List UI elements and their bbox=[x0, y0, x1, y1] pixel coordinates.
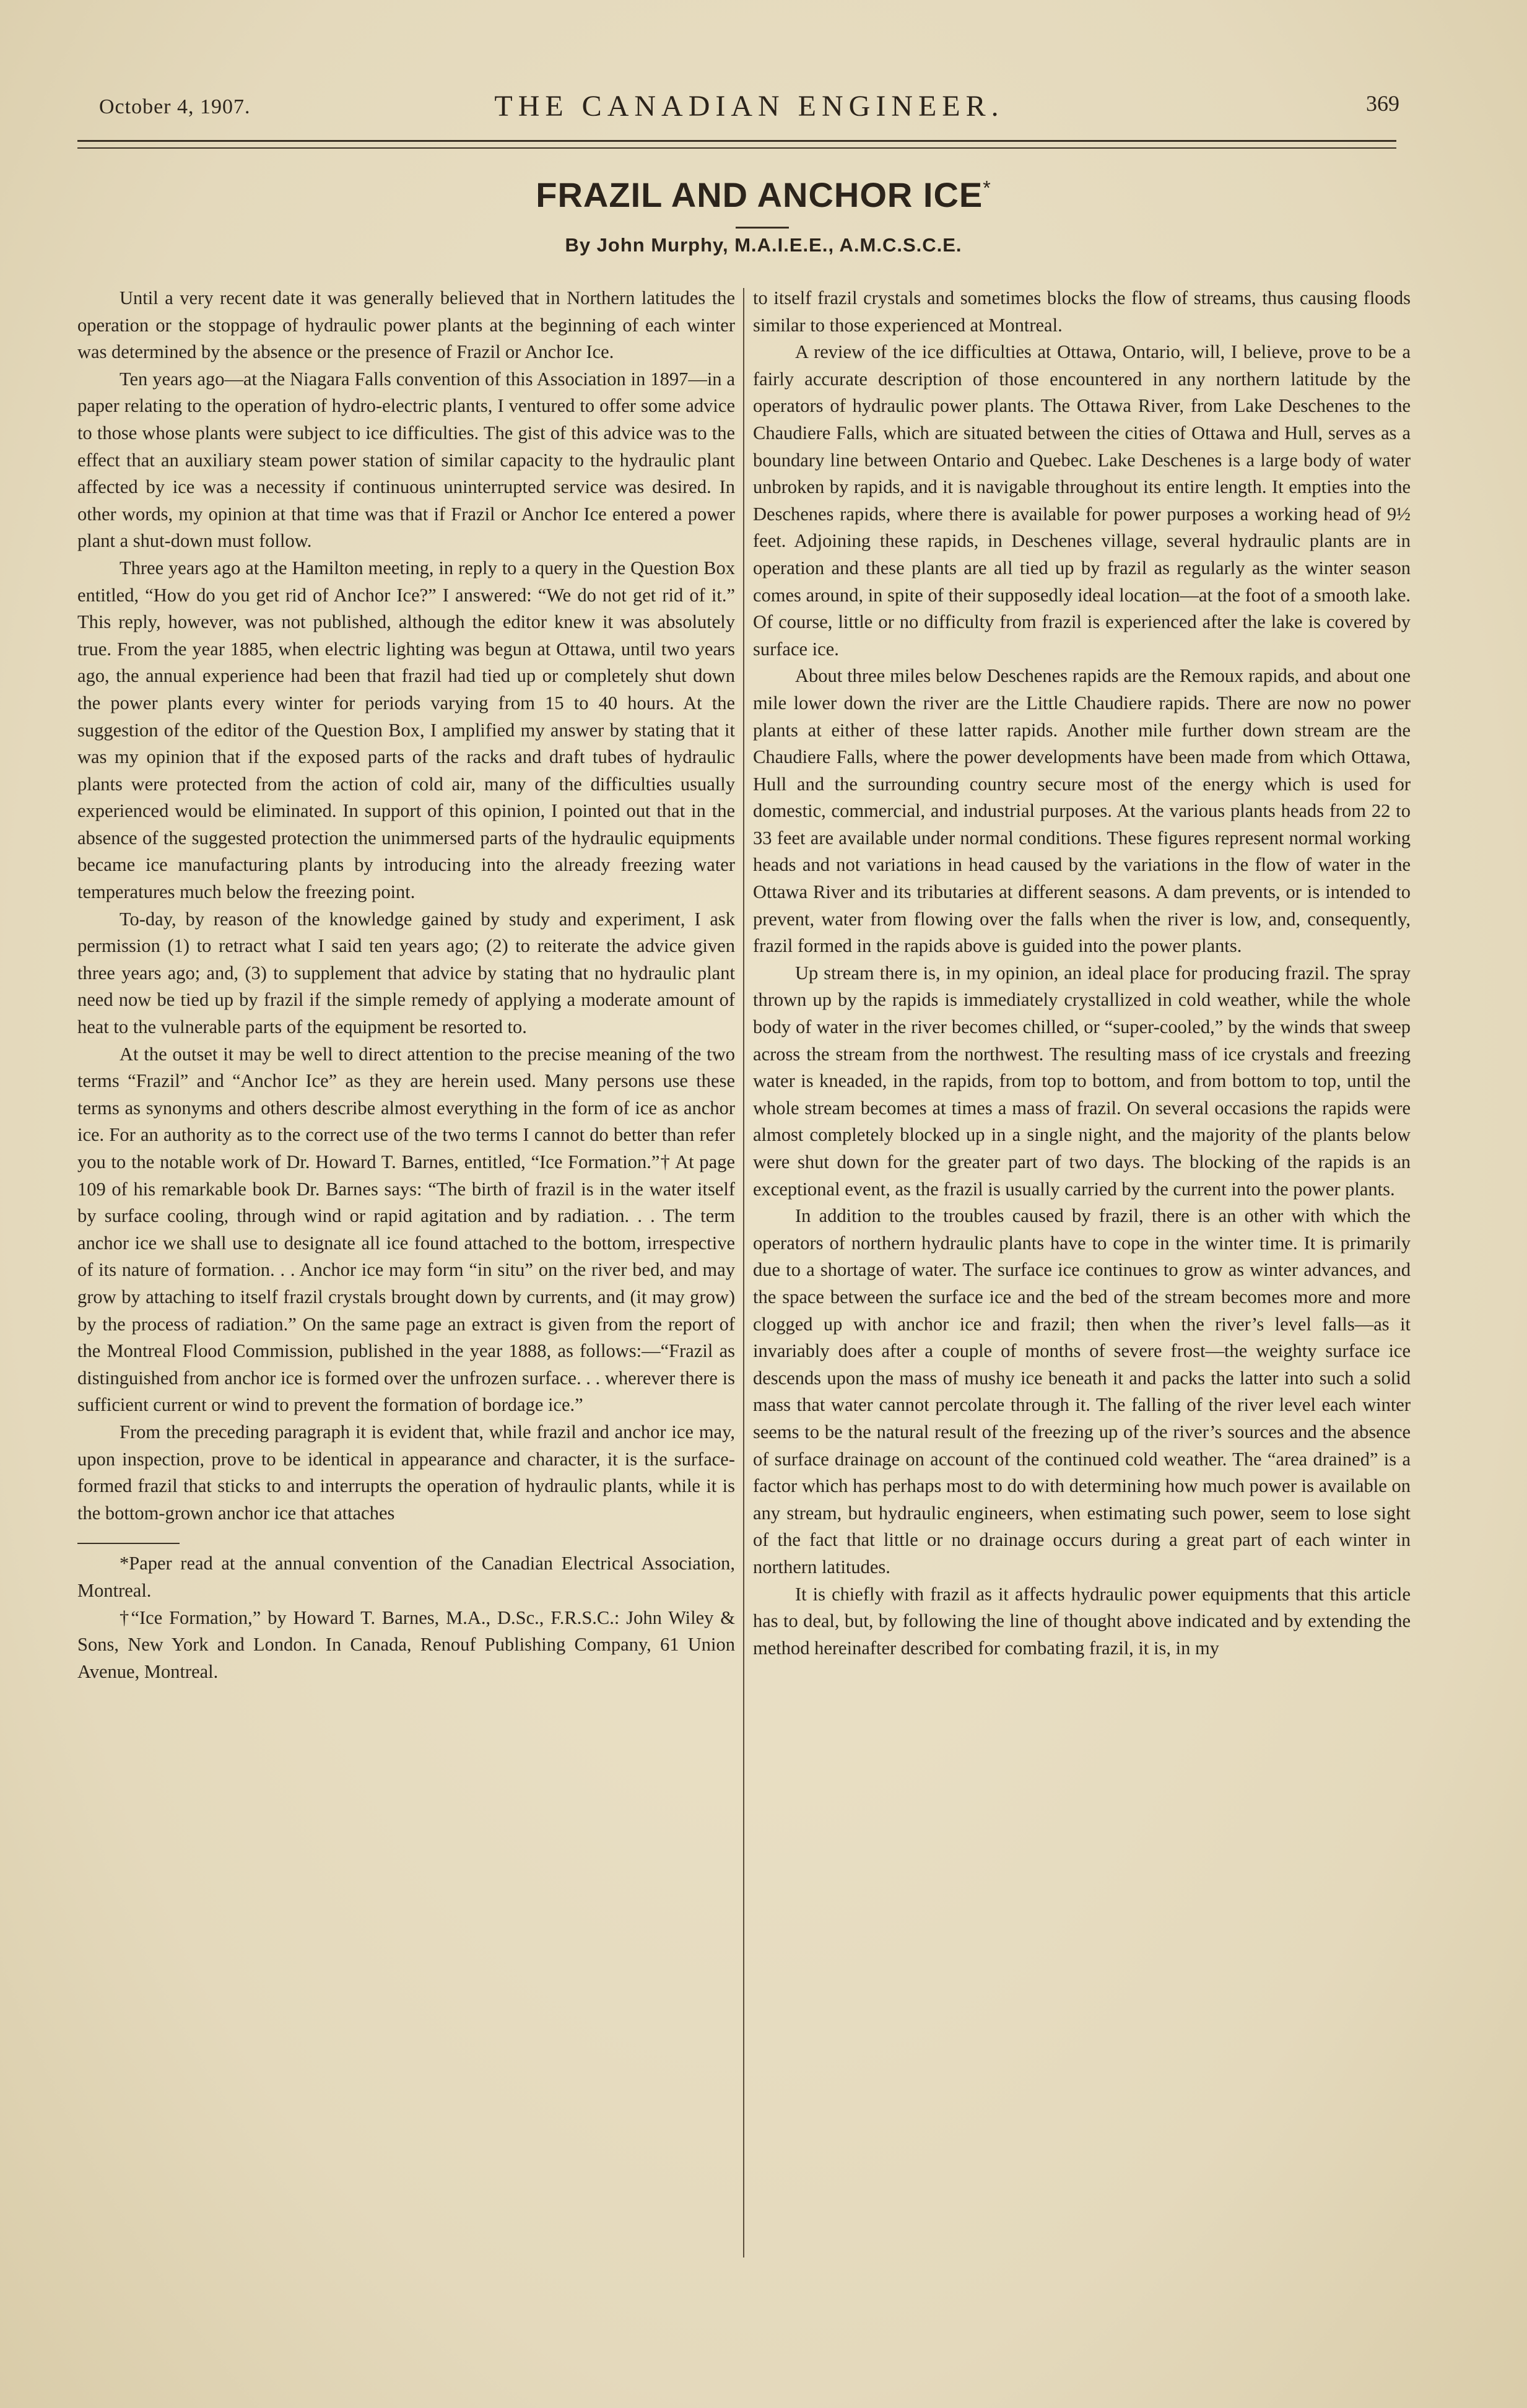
paragraph: A review of the ice difficulties at Ottawa, Ontario, will, I believe, prove to be a fairly accurate description of those encountered in any northern latitude by the operators of hydraulic power plants. The Ottawa River, from Lake Deschenes to the Chaudiere Falls, which are situated between the cities of Ottawa and Hull, serves as a boundary line between Ontario and Quebec. Lake Deschenes is a large body of water unbroken by rapids, and it is navigable throughout its entire length. It empties into the Deschenes rapids, where there is available for power purposes a working head of 9½ feet. Adjoining these rapids, in Deschenes village, several hydraulic plants are in operation and these plants are all tied up by frazil as regularly as the winter season comes around, in spite of their supposedly ideal location—at the foot of a smooth lake. Of course, little or no difficulty from frazil is experienced after the lake is covered by surface ice. bbox=[753, 341, 1411, 660]
footnote-rule bbox=[77, 1543, 180, 1544]
header-rule-top bbox=[77, 140, 1396, 142]
byline: By John Murphy, M.A.I.E.E., A.M.C.S.C.E. bbox=[565, 234, 962, 256]
paragraph: Up stream there is, in my opinion, an ideal place for producing frazil. The spray thrown up by the rapids is immediately crystallized in cold weather, while the whole body of water in the river becomes chilled, or “super-cooled,” by the winds that sweep across the stream from the northwest. The resulting mass of ice crystals and freezing water is kneaded, in the rapids, from top to bottom, and from bottom to top, until the whole stream becomes at times a mass of frazil. On several occasions the rapids were almost completely blocked up in a single night, and the majority of the plants below were shut down for the greater part of two days. The blocking of the rapids is an exceptional event, as the frazil is usually carried by the current into the power plants. bbox=[753, 962, 1411, 1200]
column-divider bbox=[743, 288, 744, 2258]
paragraph-continuation: to itself frazil crystals and sometimes blocks the flow of streams, thus causing floods similar to those experienced at Montreal. bbox=[753, 287, 1411, 336]
footnotes bbox=[77, 1550, 735, 1685]
paragraph: From the preceding paragraph it is evident that, while frazil and anchor ice may, upon inspection, prove to be identical in appearance and character, it is the surface-formed frazil that sticks to and interrupts the operation of hydraulic plants, while it is the bottom-grown anchor ice that attaches bbox=[77, 1421, 735, 1524]
paragraph: To-day, by reason of the knowledge gained by study and experiment, I ask permission (1) to retract what I said ten years ago; (2) to reiterate the advice given three years ago; and, (3) to supplement that advice by stating that no hydraulic plant need now be tied up by frazil if the simple remedy of applying a moderate amount of heat to the vulnerable parts of the equipment be resorted to. bbox=[77, 908, 735, 1038]
title-rule bbox=[736, 227, 789, 229]
journal-title: THE CANADIAN ENGINEER. bbox=[494, 90, 1004, 123]
article-title-text: FRAZIL AND ANCHOR ICE bbox=[536, 175, 983, 214]
right-column bbox=[753, 285, 1411, 1662]
left-column bbox=[77, 285, 735, 1685]
paragraph: Three years ago at the Hamilton meeting, in reply to a query in the Question Box entitled, “How do you get rid of Anchor Ice?” I answered: “We do not get rid of it.” This reply, however, was not published, although the editor knew it was absolutely true. From the year 1885, when electric lighting was begun at Ottawa, until two years ago, the annual experience had been that frazil had tied up or completely shut down the power plants every winter for periods varying from 15 to 40 hours. At the suggestion of the editor of the Question Box, I amplified my answer by stating that it was my opinion that if the exposed parts of the racks and draft tubes of hydraulic plants were protected from the action of cold air, many of the difficulties usually experienced would be eliminated. In support of this opinion, I pointed out that in the absence of the suggested protection the unimmersed parts of the hydraulic equipments became ice manufacturing plants by introducing into the already freezing water temperatures much below the freezing point. bbox=[77, 557, 735, 903]
footnote: †“Ice Formation,” by Howard T. Barnes, M.A., D.Sc., F.R.S.C.: John Wiley & Sons, New York and London. In Canada, Renouf Publishing Company, 61 Union Avenue, Montreal. bbox=[77, 1607, 735, 1682]
paragraph: At the outset it may be well to direct attention to the precise meaning of the two terms “Frazil” and “Anchor Ice” as they are herein used. Many persons use these terms as synonyms and others describe almost everything in the form of ice as anchor ice. For an authority as to the correct use of the two terms I cannot do better than refer you to the notable work of Dr. Howard T. Barnes, entitled, “Ice Formation.”† At page 109 of his remarkable book Dr. Barnes says: “The birth of frazil is in the water itself by surface cooling, through wind or rapid agitation and by radiation. . . The term anchor ice we shall use to designate all ice found attached to the bottom, irrespective of its nature of formation. . . Anchor ice may form “in situ” on the river bed, and may grow by attaching to itself frazil crystals brought down by currents, and (it may grow) by the process of radiation.” On the same page an extract is given from the report of the Montreal Flood Commission, published in the year 1888, as follows:—“Frazil as distinguished from anchor ice is formed over the unfrozen surface. . . wherever there is sufficient current or wind to prevent the formation of bordage ice.” bbox=[77, 1043, 735, 1416]
issue-date: October 4, 1907. bbox=[99, 95, 251, 118]
paragraph: Until a very recent date it was generally believed that in Northern latitudes the operation or the stoppage of hydraulic power plants at the beginning of each winter was determined by the absence or the presence of Frazil or Anchor Ice. bbox=[77, 287, 735, 363]
paragraph: Ten years ago—at the Niagara Falls convention of this Association in 1897—in a paper relating to the operation of hydro-electric plants, I ventured to offer some advice to those whose plants were subject to ice difficulties. The gist of this advice was to the effect that an auxiliary steam power station of similar capacity to the hydraulic plant affected by ice was a necessity if continuous uninterrupted service was desired. In other words, my opinion at that time was that if Frazil or Anchor Ice entered a power plant a shut-down must follow. bbox=[77, 368, 735, 552]
paragraph: In addition to the troubles caused by frazil, there is an other with which the operators of northern hydraulic plants have to cope in the winter time. It is primarily due to a shortage of water. The surface ice continues to grow as winter advances, and the space between the surface ice and the bed of the stream becomes more and more clogged up with anchor ice and frazil; then when the river’s level falls—as it invariably does after a couple of months of severe frost—the weighty surface ice descends upon the mass of mushy ice beneath it and packs the latter into such a solid mass that water cannot percolate through it. The falling of the river level each winter seems to be the natural result of the freezing up of the river’s sources and the absence of surface drainage on account of the continued cold weather. The “area drained” is a factor which has perhaps most to do with determining how much power is available on any stream, but hydraulic engineers, when estimating such power, seem to lose sight of the fact that little or no drainage occurs during a great part of each winter in northern latitudes. bbox=[753, 1205, 1411, 1577]
paragraph: It is chiefly with frazil as it affects hydraulic power equipments that this article has to deal, but, by following the line of thought above indicated and by extending the method hereinafter described for combating frazil, it is, in my bbox=[753, 1583, 1411, 1659]
running-header bbox=[99, 88, 1399, 131]
article-title bbox=[0, 175, 1527, 215]
header-rule-bottom bbox=[77, 147, 1396, 149]
paragraph: About three miles below Deschenes rapids are the Remoux rapids, and about one mile lower down the river are the Little Chaudiere rapids. There are now no power plants at either of these latter rapids. Another mile further down stream are the Chaudiere Falls, where the power developments have been made from which Ottawa, Hull and the surrounding country secure most of the energy which is used for domestic, commercial, and industrial purposes. At the various plants heads from 22 to 33 feet are available under normal conditions. These figures represent normal working heads and not variations in head caused by the variations in the flow of water in the Ottawa River and its tributaries at different seasons. A dam prevents, or is intended to prevent, water from flowing over the falls when the river is low, and, consequently, frazil formed in the rapids above is guided into the power plants. bbox=[753, 665, 1411, 957]
title-footnote-mark: * bbox=[983, 177, 991, 199]
footnote: *Paper read at the annual convention of the Canadian Electrical Association, Montreal. bbox=[77, 1553, 735, 1601]
page-number: 369 bbox=[1366, 91, 1399, 116]
